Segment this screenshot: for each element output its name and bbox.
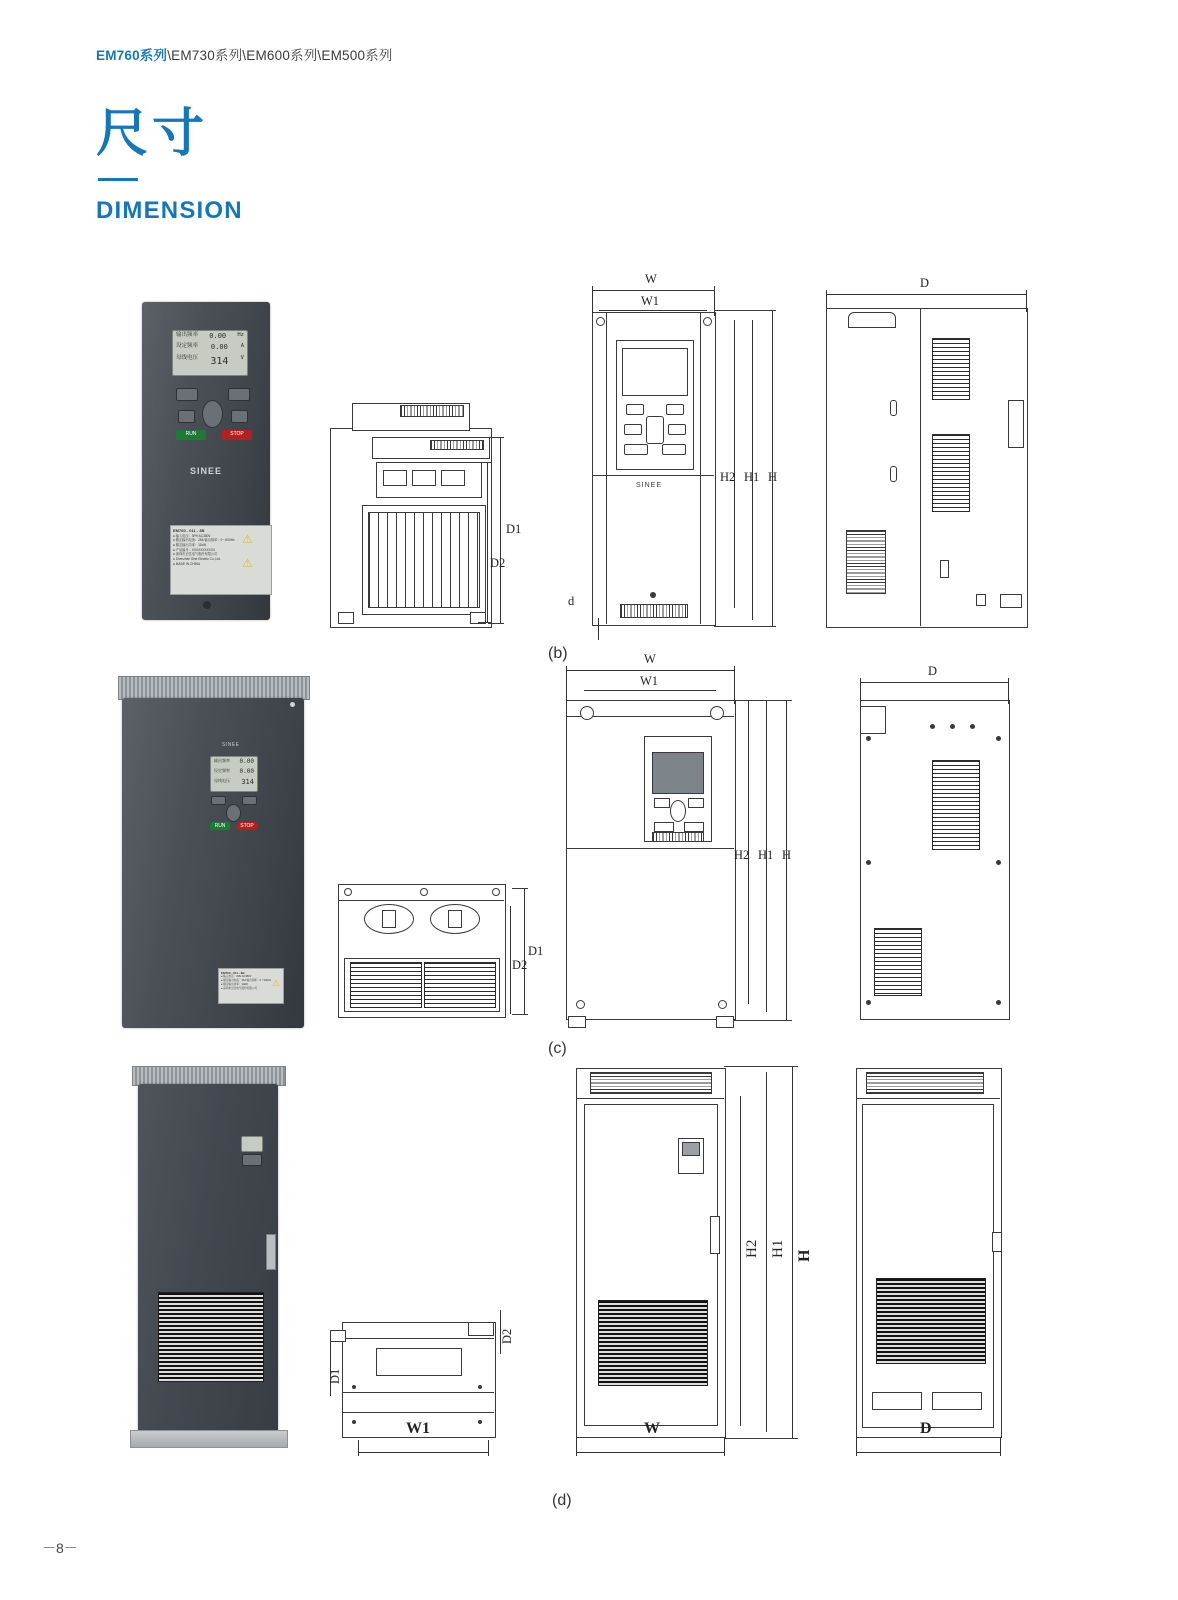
fig-b-w1-dimline [599, 310, 707, 311]
fig-b-w-ext-right [714, 286, 715, 316]
fig-c-top-seam [338, 900, 504, 901]
lcd-row-value: 0.00 [210, 343, 228, 352]
fig-b-mount-hole-tr [703, 317, 712, 326]
fig-b-front-chamfer-right [700, 312, 701, 624]
keypad-navigation-pad[interactable] [202, 400, 223, 428]
page-header [96, 44, 393, 64]
lcd-row-unit: V [240, 354, 244, 361]
fig-b-key [626, 404, 644, 415]
fig-d-side-top-grille [866, 1072, 984, 1094]
fig-b-d1-dimline [500, 437, 501, 623]
fig-c-w-label: W [644, 652, 656, 666]
fig-b-d2-tick-top [478, 462, 492, 463]
fig-d-h-tick-top [724, 1066, 798, 1067]
fig-b-side-slot [940, 560, 949, 578]
fig-b-d-dimline [598, 618, 599, 640]
fig-b-key-run [624, 444, 648, 455]
lcd-row-label: 母线电压 [214, 778, 230, 784]
warning-icon: ⚠ [242, 532, 253, 546]
nameplate-line: ● Shenzhen Sine Electric Co.,Ltd. [173, 557, 221, 561]
fig-c-fan-grille-right [424, 962, 496, 1008]
lcd-row-value: 0.00 [239, 768, 254, 776]
stop-button[interactable]: STOP [222, 430, 252, 440]
lcd-row-label: 设定频率 [214, 768, 230, 774]
lcd-row [211, 777, 257, 788]
fig-d-top-screw [352, 1385, 356, 1389]
fig-d-top-panel [376, 1348, 462, 1376]
fig-d-front-seam-top [576, 1098, 724, 1099]
fig-c-front-foot-left [568, 1016, 586, 1028]
nameplate-line: ● 深圳市正弦电气股份有限公司 [221, 986, 258, 990]
fig-c-w1-dimline [584, 690, 716, 691]
drive-c-screw [290, 702, 295, 707]
fig-b-side-d-dimline [826, 294, 1026, 295]
fig-c-side-d-dimline [860, 682, 1008, 683]
lcd-row [211, 757, 257, 767]
fig-d-w1-dimline [358, 1452, 488, 1453]
fig-c-knockout-left-inner [382, 910, 396, 928]
fig-c-fan-grille-left [350, 962, 422, 1008]
nameplate-line: ● MADE IN CHINA [173, 561, 200, 566]
fig-b-front-seam [592, 475, 714, 476]
fig-c-h-tick-top [734, 700, 792, 701]
brand-logo: SINEE [190, 466, 223, 476]
fig-c-keypad-display [652, 752, 704, 794]
drive-d-door-handle[interactable] [266, 1234, 276, 1270]
fig-c-h-tick-bottom [734, 1020, 792, 1021]
fig-c-key [654, 798, 670, 808]
fig-c-side-screw [996, 1000, 1001, 1005]
fig-d-top-bracket-right [468, 1322, 494, 1336]
fig-b-w1-label: W1 [641, 294, 660, 308]
header-series-rest: \EM730系列\EM600系列\EM500系列 [167, 48, 393, 63]
fig-b-d1-tick-top [488, 437, 504, 438]
fig-b-connector-pins [400, 405, 464, 417]
fig-c-key-nav [670, 800, 686, 822]
fig-b-terminal-cell [383, 470, 407, 486]
fig-b-foot-left [338, 612, 354, 624]
fig-b-keypad-display [622, 348, 688, 396]
keypad-menu-button[interactable] [176, 388, 198, 401]
fig-c-keypad-vent [652, 832, 704, 842]
fig-b-d1-label: D1 [506, 522, 522, 536]
fig-b-side-d-ext-left [826, 290, 827, 312]
fig-b-side-top-tab [848, 312, 896, 328]
fig-d-front-keypad-display [682, 1142, 700, 1156]
fig-b-h2-dimline [734, 320, 735, 608]
drive-c-brand: SINEE [222, 742, 240, 748]
fig-d-side-d-ext-right [1000, 1438, 1001, 1456]
figure-c-caption: (c) [548, 1040, 567, 1057]
fig-b-key [666, 404, 684, 415]
fig-d-top-seam-1 [342, 1338, 494, 1339]
lcd-row [173, 342, 247, 353]
fig-d-top-seam-2 [342, 1392, 494, 1393]
fig-c-w-ext-left [566, 666, 567, 704]
fig-c-front-screw-bl [576, 1000, 585, 1009]
fig-b-terminal-pins [430, 440, 484, 450]
fig-c-side-screw [866, 1000, 871, 1005]
fig-c-h2-label: H2 [734, 848, 750, 862]
fig-b-d2-dimline [487, 462, 488, 622]
fig-b-front-screw [650, 592, 656, 598]
fig-b-h-dimline [772, 310, 773, 626]
fig-c-d1-tick-top [512, 888, 528, 889]
drive-b-lcd [172, 330, 248, 376]
fig-d-h2-label: H2 [744, 1239, 760, 1258]
fig-b-side-bottom-tab [1000, 594, 1022, 608]
fig-b-key [624, 424, 642, 435]
fig-b-w-dimline [592, 290, 714, 291]
fig-c-w-ext-right [734, 666, 735, 704]
nameplate-model: EM760 - 011 - 3B [173, 528, 205, 533]
fig-d-w1-ext-left [358, 1440, 359, 1456]
warning-icon: ⚠ [272, 978, 281, 988]
fig-d-w1-label: W1 [406, 1420, 430, 1437]
fig-d-side-base-cut-left [872, 1392, 922, 1410]
fig-c-side-screw [996, 860, 1001, 865]
fig-b-side-d-ext-right [1026, 290, 1027, 312]
fig-c-knockout-right-inner [448, 910, 462, 928]
fig-c-side-screw [950, 724, 955, 729]
lcd-row-value: 0.00 [209, 332, 227, 340]
fig-d-front-lower-vent [598, 1300, 708, 1386]
fig-c-key-run [654, 822, 674, 832]
fig-b-front-bottom-vent [620, 604, 688, 618]
run-button[interactable]: RUN [176, 430, 206, 440]
fig-b-w-label: W [645, 272, 657, 286]
fig-b-key-nav [646, 416, 664, 444]
fig-c-w1-label: W1 [640, 674, 659, 688]
fig-d-h1-label: H1 [770, 1239, 786, 1258]
fig-d-d1-label: D1 [328, 1368, 342, 1384]
lcd-row-label: 母线电压 [176, 354, 199, 361]
fig-c-top-screw [420, 888, 428, 896]
fig-c-key [688, 798, 704, 808]
fig-c-front-foot-right [716, 1016, 734, 1028]
fig-b-h2-label: H2 [720, 470, 736, 484]
fig-b-w-ext-left [592, 286, 593, 316]
fig-c-front-screw-br [718, 1000, 727, 1009]
fig-c-top-screw [344, 888, 352, 896]
fig-d-side-latch [992, 1232, 1002, 1252]
fig-b-h-tick-top [714, 310, 776, 311]
fig-d-front-handle[interactable] [710, 1216, 720, 1254]
nameplate-line: ● 额定输出功率：11kW [221, 982, 248, 986]
fig-d-top-seam-3 [342, 1412, 494, 1413]
fig-d-h-dimline [792, 1066, 793, 1438]
fig-b-front-logo: SINEE [636, 482, 663, 489]
fig-d-w-ext-left [576, 1438, 577, 1456]
header-series-highlight: EM760系列 [96, 48, 168, 63]
lcd-row [211, 767, 257, 777]
page-number: －8－ [42, 1540, 78, 1556]
fig-d-side-d-ext-left [856, 1438, 857, 1456]
fig-d-side-seam-top [856, 1098, 1000, 1099]
fig-b-side-fins [846, 530, 886, 594]
fig-d-w1-ext-right [488, 1440, 489, 1456]
fig-d-front-top-grille [590, 1072, 712, 1094]
lcd-row [173, 331, 247, 342]
fig-d-d2-label: D2 [500, 1328, 514, 1344]
fig-c-h-label: H [782, 848, 792, 862]
fig-c-side-screw [866, 736, 871, 741]
drive-b-bottom-screw [203, 601, 211, 609]
run-button[interactable]: RUN [210, 822, 230, 830]
fig-b-side-foot [976, 594, 986, 606]
fig-c-side-d-ext-right [1008, 678, 1009, 704]
drive-d-keypad-bezel [0, 0, 26, 38]
fig-d-side-vent [876, 1278, 986, 1364]
fig-d-w-ext-right [724, 1438, 725, 1456]
fig-d-side-d-dimline [856, 1452, 1000, 1453]
fig-b-d2-label: D2 [490, 556, 506, 570]
drive-c-lcd [210, 756, 258, 792]
fig-d-side-panel [862, 1104, 994, 1428]
keypad-menu-button[interactable] [211, 796, 226, 805]
nameplate-model: EM760 - 011 - 3B [221, 971, 245, 975]
keypad-esc-button[interactable] [242, 796, 257, 805]
fig-c-w-dimline [566, 670, 734, 671]
fig-c-side-fan-grille [874, 928, 922, 996]
fig-c-d1-dimline [524, 888, 525, 1014]
nameplate-line: ● 额定输出电流：25A 输出频率：0～600Hz [173, 538, 235, 543]
fig-d-w-label: W [644, 1420, 660, 1437]
fig-c-side-screw [930, 724, 935, 729]
fig-c-d2-label: D2 [512, 958, 528, 972]
fig-d-side-base-cut-right [932, 1392, 982, 1410]
fig-b-h-tick-bottom [714, 626, 776, 627]
fig-b-side-slot [890, 466, 897, 482]
drive-d-keys[interactable] [242, 1154, 262, 1166]
stop-button[interactable]: STOP [237, 822, 257, 830]
fig-c-top-screw [492, 888, 500, 896]
keypad-navigation-pad[interactable] [226, 804, 241, 822]
fig-b-side-slot [890, 400, 897, 416]
lcd-row-unit: Hz [237, 332, 244, 338]
fig-b-mount-hole-tl [596, 317, 605, 326]
fig-c-side-d-ext-left [860, 678, 861, 704]
fig-b-key-stop [662, 444, 686, 455]
fig-d-h1-dimline [766, 1072, 767, 1432]
fig-b-front-chamfer-left [606, 312, 607, 624]
page-title-zh: 尺寸 [96, 105, 209, 163]
fig-d-h-label: H [796, 1249, 813, 1262]
fig-b-side-lower-grid [932, 434, 970, 512]
fig-c-side-terminal-stack [932, 760, 980, 850]
nameplate-line: ● 额定输出电流：25A 输出频率：0～600Hz [221, 979, 272, 983]
nameplate-line: ● 输入电压：3PH AC380V [221, 975, 252, 979]
fig-b-heatsink-fins [368, 512, 480, 608]
fig-c-d2-dimline [510, 906, 511, 1014]
title-underline [98, 178, 138, 181]
nameplate-line: ● 输入电压：3PH AC380V [173, 533, 211, 538]
fig-c-d1-label: D1 [528, 944, 544, 958]
lcd-row-label: 输出频率 [176, 332, 199, 338]
drive-d-top-heatsink [132, 1066, 286, 1086]
fig-d-top-screw [478, 1420, 482, 1424]
fig-b-h1-label: H1 [744, 470, 760, 484]
nameplate-line: ● 额定输出功率：11kW [173, 543, 207, 548]
drive-b-nameplate [170, 525, 272, 595]
fig-c-side-screw [970, 724, 975, 729]
keypad-esc-button[interactable] [228, 388, 250, 401]
figure-d-product-photo [0, 0, 26, 38]
fig-d-h2-dimline [740, 1096, 741, 1426]
warning-icon: ⚠ [242, 556, 253, 570]
fig-b-side-upper-grid [932, 338, 970, 400]
fig-b-side-split [920, 308, 921, 626]
fig-b-terminal-cell [441, 470, 465, 486]
lcd-row-value: 314 [241, 778, 254, 787]
fig-b-h-label: H [768, 470, 778, 484]
fig-c-lift-ring-right [710, 706, 724, 720]
page-title-en: DIMENSION [96, 197, 243, 224]
keypad-left-button[interactable] [178, 410, 195, 423]
fig-d-h-tick-bottom [724, 1438, 798, 1439]
fig-d-top-bracket-left [330, 1330, 346, 1342]
lcd-row-label: 输出频率 [214, 758, 230, 763]
fig-c-side-bracket [860, 706, 886, 734]
drive-d-base-plate [130, 1430, 288, 1448]
fig-c-front-seam [566, 848, 734, 849]
fig-d-top-screw [352, 1420, 356, 1424]
fig-b-terminal-cell [412, 470, 436, 486]
nameplate-line: ● 深圳市正弦电气股份有限公司 [173, 552, 218, 557]
fig-c-key-stop [684, 822, 704, 832]
fig-b-side-d-label: D [920, 276, 930, 290]
keypad-right-button[interactable] [231, 410, 248, 423]
fig-c-side-screw [866, 860, 871, 865]
fig-b-side-connector [1008, 400, 1024, 448]
fig-d-side-d-label: D [920, 1420, 932, 1437]
fig-b-d-label: d [568, 594, 575, 608]
figure-d-caption: (d) [552, 1492, 572, 1509]
fig-d-top-screw [478, 1385, 482, 1389]
drive-c-top-heatsink [118, 676, 310, 700]
fig-d-w-dimline [576, 1452, 724, 1453]
lcd-row-unit: A [240, 343, 244, 350]
fig-b-d2-tick-bottom [478, 622, 492, 623]
fig-b-key [668, 424, 686, 435]
fig-c-d1-tick-bottom [512, 1014, 528, 1015]
drive-d-lower-vent [158, 1292, 264, 1382]
lcd-row [173, 354, 247, 370]
fig-c-lift-ring-left [580, 706, 594, 720]
drive-d-lcd [241, 1136, 263, 1152]
nameplate-line: ● 产品编号：XXXXXXXXXXX [173, 547, 216, 552]
lcd-row-value: 0.00 [239, 758, 254, 765]
lcd-row-value: 314 [210, 355, 229, 367]
lcd-row-label: 设定频率 [176, 343, 199, 350]
fig-c-side-d-label: D [928, 664, 938, 678]
fig-b-d1-tick-bottom [488, 623, 504, 624]
figure-b-caption: (b) [548, 645, 568, 662]
fig-c-side-screw [996, 736, 1001, 741]
fig-c-h1-label: H1 [758, 848, 774, 862]
